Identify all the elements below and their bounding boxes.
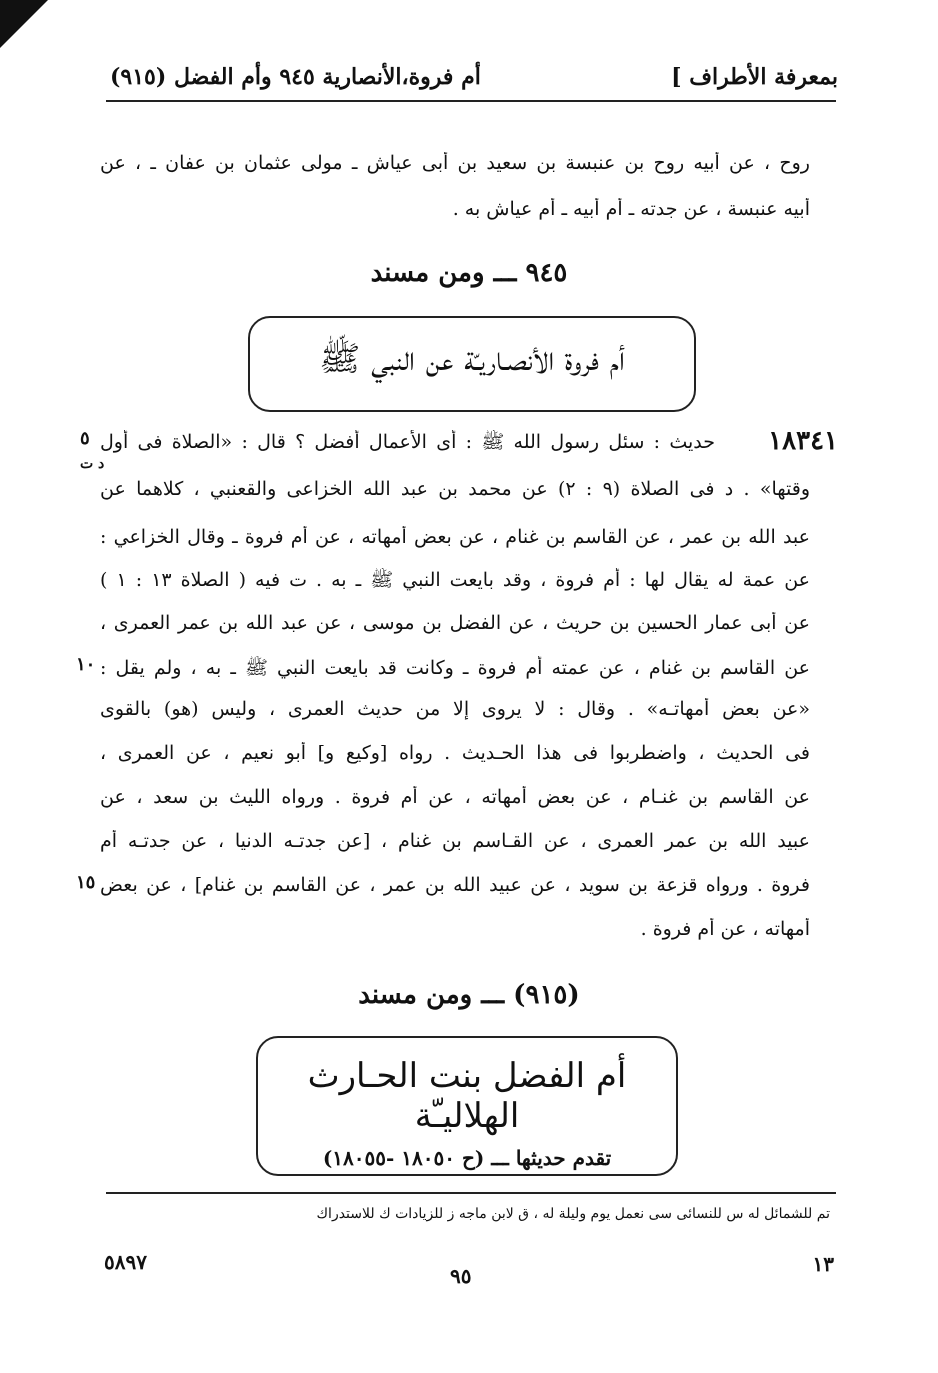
box-title: أم الفضل بنت الحـارث الهلاليـّة bbox=[307, 1056, 627, 1136]
margin-siglum: د ت bbox=[80, 456, 105, 472]
musnad-title-box bbox=[256, 1036, 678, 1176]
margin-line-number: ١٠ bbox=[76, 654, 96, 675]
page-corner-mark bbox=[0, 0, 48, 48]
section-heading: (٩١٥) ـــ ومن مسند bbox=[358, 980, 580, 1010]
header-rule bbox=[106, 100, 836, 102]
page-number: ٩٥ bbox=[450, 1264, 472, 1288]
section-heading: ٩٤٥ ـــ ومن مسند bbox=[370, 258, 568, 288]
intro-line: أبيه عنبسة ، عن جدته ـ أم أبيه ـ أم عياش به . bbox=[452, 198, 810, 220]
hadith-line: عبيد الله بن عمر العمرى ، عن القـاسم بن غنام ، [عن جدتـه الدنيا ، عن جدتـه أم bbox=[100, 830, 810, 852]
margin-line-number: ١٥ bbox=[76, 872, 96, 893]
hadith-line: وقتها» . د فى الصلاة (٩ : ٢) عن محمد بن عبد الله الخزاعى والقعنبي ، كلاهما عن bbox=[100, 478, 810, 500]
musnad-title-box bbox=[248, 316, 696, 412]
hadith-line: فروة . ورواه قزعة بن سويد ، عن عبيد الله بن عمر ، عن القاسم بن غنام] ، عن بعض bbox=[100, 874, 810, 896]
hadith-line: عن أبى عمار الحسين بن حريث ، عن الفضل بن موسى ، عن عبد الله بن عمر العمرى ، bbox=[100, 612, 810, 634]
footer-part-number: ١٣ bbox=[812, 1252, 834, 1276]
box-subtitle: تقدم حديثها ـــ (ح ١٨٠٥٠ -١٨٠٥٥) bbox=[322, 1146, 612, 1170]
intro-line: روح ، عن أبيه روح بن عنبسة بن سعيد بن أبى عياش ـ مولى عثمان بن عفان ـ ، عن bbox=[100, 152, 810, 174]
abbreviations-footnote: تم للشمائل له س للنسائى سى نعمل يوم وليلة له ، ق لابن ماجه ز للزيادات ك للاستدراك bbox=[316, 1206, 830, 1222]
hadith-line: عن القاسم بن غنـام ، عن بعض أمهاته ، عن أم فروة . ورواه الليث بن سعد ، عن bbox=[100, 786, 810, 808]
hadith-line: فى الحديث ، واضطربوا فى هذا الحـديث . رواه [وكيع و] أبو نعيم ، عن العمرى ، bbox=[100, 742, 810, 764]
running-header-title: أم فروة،الأنصارية ٩٤٥ وأم الفضل (٩١٥) bbox=[110, 64, 481, 90]
footer-volume-number: ٥٨٩٧ bbox=[104, 1250, 147, 1274]
hadith-line: عن القاسم بن غنام ، عن عمته أم فروة ـ وكانت قد بايعت النبي ﷺ ـ به ، ولم يقل : bbox=[100, 657, 810, 679]
hadith-line: عبد الله بن عمر ، عن القاسم بن غنام ، عن بعض أمهاته ، عن أم فروة ـ وقال الخزاعي : bbox=[100, 526, 810, 548]
running-header-right: بمعرفة الأطراف ] bbox=[671, 64, 838, 90]
footnote-rule bbox=[106, 1192, 836, 1194]
margin-line-number: ٥ bbox=[80, 428, 90, 449]
hadith-line: عن عمة له يقال لها : أم فروة ، وقد بايعت النبي ﷺ ـ به . ت فيه ( الصلاة ١٣ : ١ ) bbox=[100, 569, 810, 591]
hadith-line: «عن بعض أمهاتـه» . وقال : لا يروى إلا من حديث العمرى ، وليس (هو) بالقوى bbox=[100, 698, 810, 720]
hadith-line: حديث : سئل رسول الله ﷺ : أى الأعمال أفضل ؟ قال : «الصلاة فى أول bbox=[100, 431, 715, 453]
box-title: أم فروة الأنصـاريـّة عن النبي ﷺ bbox=[319, 339, 625, 379]
hadith-line: أمهاته ، عن أم فروة . bbox=[640, 918, 810, 940]
hadith-number: ١٨٣٤١ bbox=[768, 426, 838, 456]
